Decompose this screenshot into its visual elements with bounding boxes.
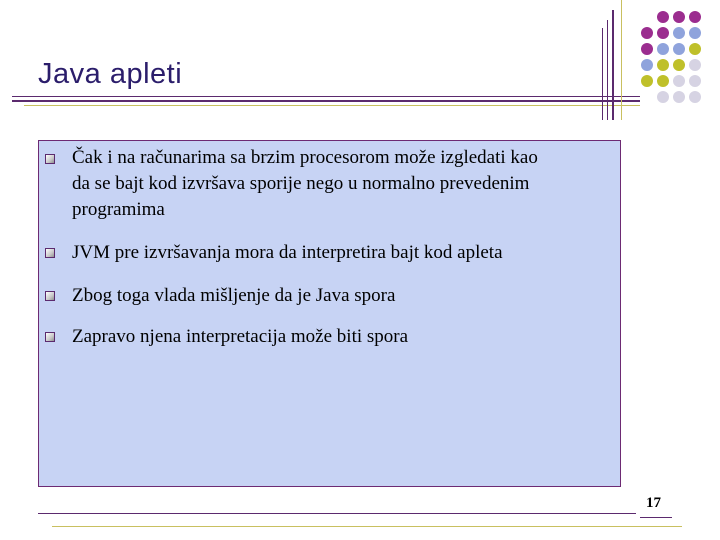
- bullet-square-icon: [45, 248, 55, 258]
- decorative-dot: [689, 91, 701, 103]
- decorative-dot: [673, 11, 685, 23]
- decorative-dot: [673, 43, 685, 55]
- bullet-1-line-2: da se bajt kod izvršava sporije nego u normalno prevedenim: [72, 173, 530, 194]
- decorative-dot: [641, 27, 653, 39]
- bullet-square-icon: [45, 332, 55, 342]
- decorative-dot: [689, 11, 701, 23]
- footer-rule-purple: [38, 513, 636, 514]
- decorative-dot: [673, 75, 685, 87]
- title-rule-bottom: [24, 105, 640, 106]
- bullet-square-icon: [45, 154, 55, 164]
- decorative-dot: [689, 27, 701, 39]
- decorative-dot: [641, 59, 653, 71]
- decorative-dot: [657, 75, 669, 87]
- footer-rule-olive: [52, 526, 682, 527]
- bullet-3-text: Zbog toga vlada mišljenje da je Java spora: [72, 285, 396, 306]
- bullet-4-text: Zapravo njena interpretacija može biti spora: [72, 326, 409, 347]
- decorative-dot: [657, 27, 669, 39]
- vertical-rule-2: [607, 20, 608, 120]
- decorative-dot: [641, 75, 653, 87]
- vertical-rule-3: [612, 10, 614, 120]
- decorative-dot: [657, 11, 669, 23]
- bullet-2-text: JVM pre izvršavanja mora da interpretira bajt kod apleta: [72, 242, 503, 263]
- decorative-dot: [657, 59, 669, 71]
- decorative-dot: [689, 59, 701, 71]
- footer-rule-right: [640, 517, 672, 518]
- content-box: [38, 140, 621, 487]
- title-rule-mid: [12, 100, 640, 102]
- decorative-dot: [689, 43, 701, 55]
- decorative-dot: [673, 59, 685, 71]
- vertical-rule-1: [602, 28, 603, 120]
- title-rule-top: [12, 96, 640, 97]
- bullet-1-line-3: programima: [72, 199, 165, 220]
- slide-title: Java apleti: [38, 58, 183, 90]
- bullet-square-icon: [45, 291, 55, 301]
- decorative-dot: [657, 43, 669, 55]
- decorative-dot: [657, 91, 669, 103]
- decorative-dot: [641, 43, 653, 55]
- vertical-rule-4: [621, 0, 622, 120]
- page-number: 17: [646, 495, 661, 511]
- decorative-dot: [673, 91, 685, 103]
- decorative-dot: [689, 75, 701, 87]
- decorative-dot: [673, 27, 685, 39]
- bullet-1-line-1: Čak i na računarima sa brzim procesorom može izgledati kao: [72, 147, 538, 168]
